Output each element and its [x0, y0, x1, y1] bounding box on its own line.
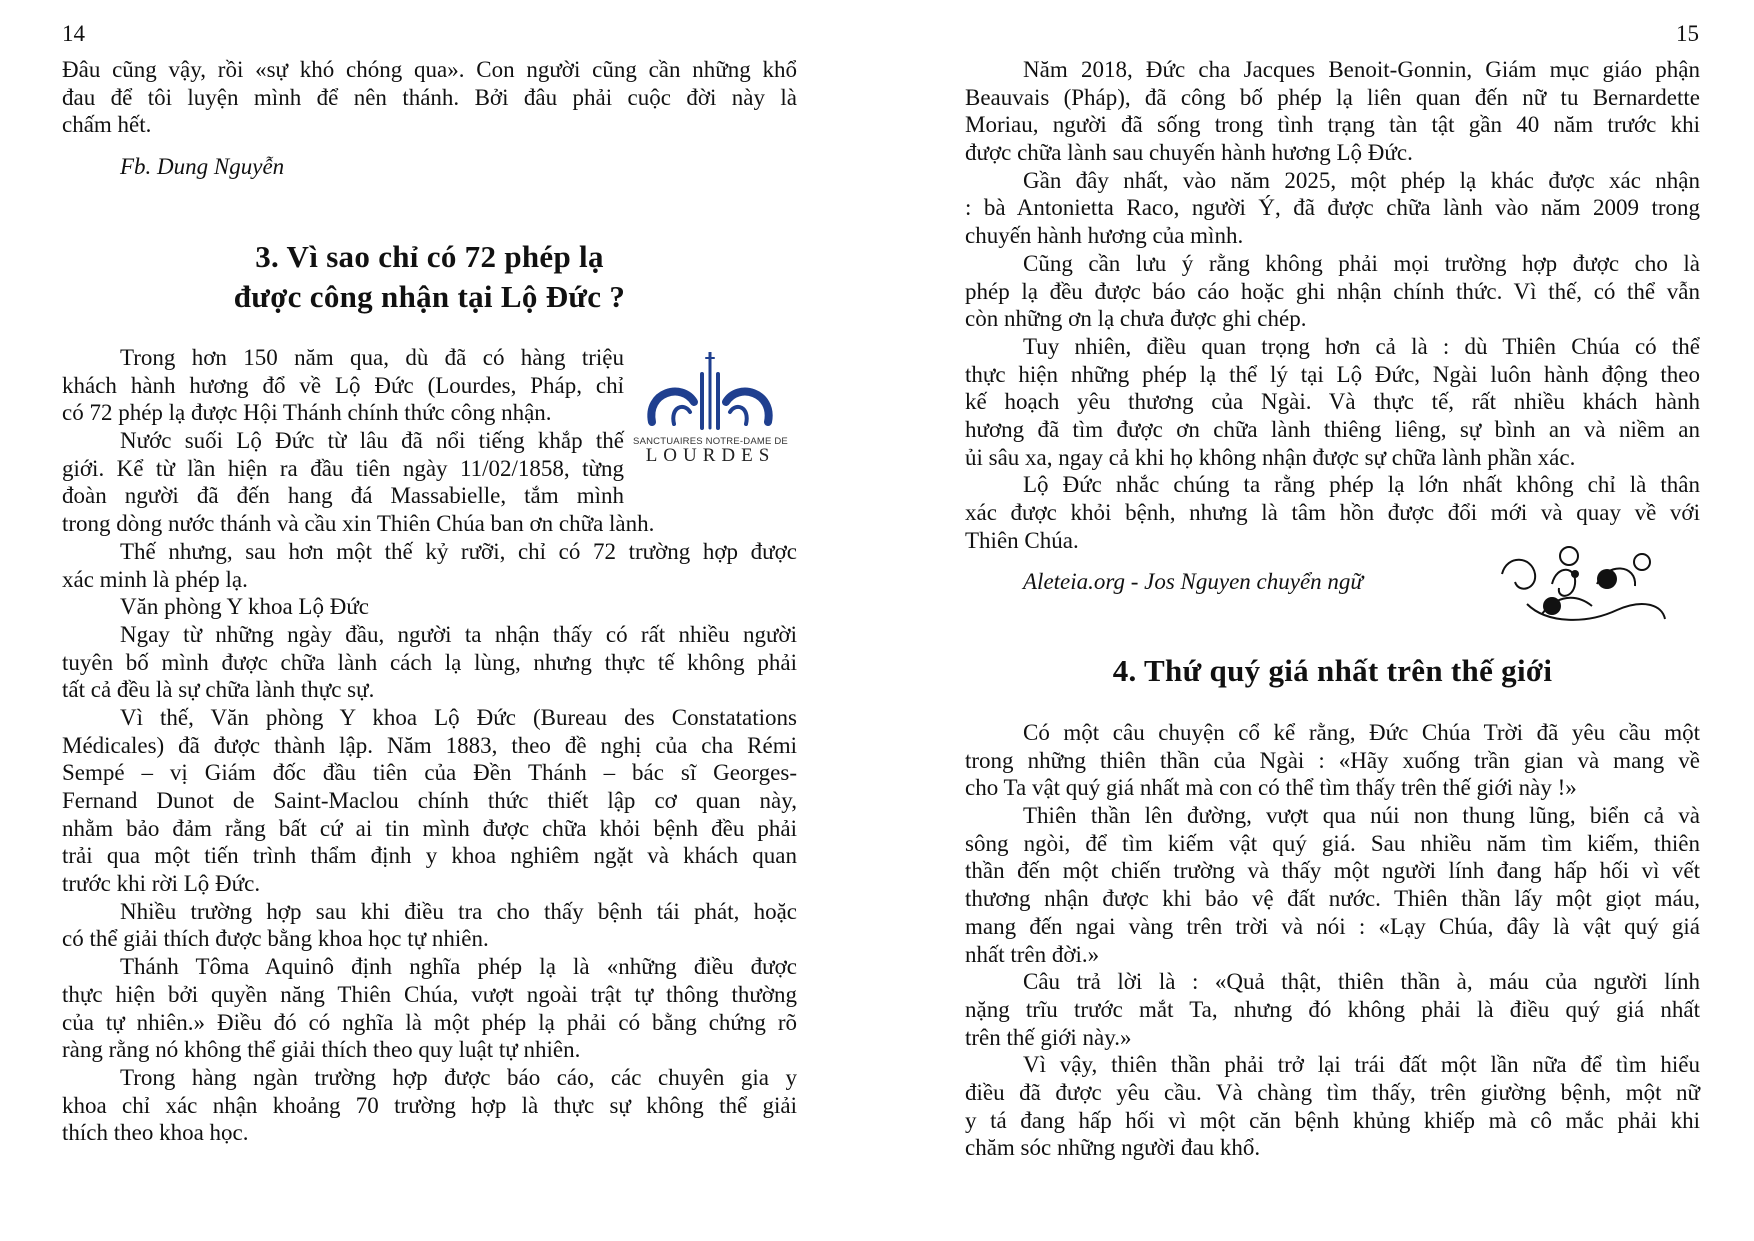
paragraph	[62, 56, 797, 139]
page-number: 15	[1676, 21, 1699, 46]
text-line: Vì thế, Văn phòng Y khoa Lộ Đức (Bureau des Constatations	[120, 704, 797, 730]
paragraph	[62, 898, 797, 953]
text-line: có 72 phép lạ được Hội Thánh chính thức công nhận.	[62, 400, 552, 426]
text-line: sông ngòi, để tìm kiếm vật quý giá. Sau nhiều năm tìm kiếm, thiên	[965, 830, 1700, 856]
text-line: Beauvais (Pháp), đã công bố phép lạ liên quan đến nữ tu Bernardette	[965, 84, 1700, 110]
text-line: Fernand Dunot de Saint-Maclou chính thức thiết lập cơ quan này,	[62, 788, 797, 813]
section-3-body	[62, 344, 797, 1147]
text-line: có thể giải thích được bằng khoa học tự nhiên.	[62, 926, 489, 952]
text-line: trước khi rời Lộ Đức.	[62, 871, 261, 897]
text-line: Vì vậy, thiên thần phải trở lại trái đất một lần nữa để tìm hiểu	[1023, 1052, 1700, 1078]
section-heading-3	[62, 237, 797, 317]
section-4-body	[965, 719, 1700, 1162]
paragraph	[965, 1051, 1700, 1162]
text-line: thương nhận được khi bảo vệ đất nước. Thiên thần lấy một giọt máu,	[965, 886, 1700, 912]
text-line: Sempé – vị Giám đốc đầu tiên của Đền Thánh – bác sĩ Georges-	[62, 760, 797, 786]
text-line: Médicales) đã được thành lập. Năm 1883, theo đề nghị của cha Rémi	[62, 732, 797, 758]
text-line: khách hành hương đổ về Lộ Đức (Lourdes, Pháp, chỉ	[62, 372, 624, 398]
text-line: Thế nhưng, sau hơn một thế kỷ rưỡi, chỉ có 72 trường hợp được	[120, 538, 797, 564]
text-line: Gần đây nhất, vào năm 2025, một phép lạ khác được xác nhận	[1023, 167, 1700, 193]
paragraph	[62, 538, 797, 593]
text-line: Moriau, người đã sống trong tình trạng tàn tật gần 40 năm trước khi	[965, 112, 1700, 138]
text-line: Câu trả lời là : «Quả thật, thiên thần à, máu của người lính	[1023, 969, 1700, 995]
paragraph	[965, 719, 1700, 802]
heading-line: được công nhận tại Lộ Đức ?	[233, 279, 626, 314]
text-line: thần đến một chiến trường và thấy một người lính đang hấp hối vì vết	[965, 858, 1700, 884]
paragraph	[965, 968, 1700, 1051]
text-line: Cũng cần lưu ý rằng không phải mọi trường hợp được cho là	[1023, 250, 1700, 276]
paragraph	[965, 250, 1700, 333]
text-line: Đâu cũng vậy, rồi «sự khó chóng qua». Con người cũng cần những khổ	[62, 57, 797, 82]
text-line: tất cả đều là sự chữa lành thực sự.	[62, 677, 375, 703]
text-line: Thánh Tôma Aquinô định nghĩa phép lạ là «những điều được	[120, 954, 797, 980]
text-line: thực hiện bởi quyền năng Thiên Chúa, vượt ngoài trật tự thông thường	[62, 981, 797, 1007]
text-line: tuyên bố mình được chữa lành cách lạ lùng, nhưng thực tế không phải	[62, 649, 797, 675]
text-line: Lộ Đức nhắc chúng ta rằng phép lạ lớn nhất không chỉ là thân	[1023, 472, 1700, 498]
paragraph	[965, 333, 1700, 471]
text-line: trên thế giới này.»	[965, 1024, 1132, 1050]
text-line: trong những thiên thần của Ngài : «Hãy xuống trần gian và mang về	[965, 747, 1700, 773]
logo-title: LOURDES	[645, 445, 776, 466]
text-line: hương đã tìm được ơn chữa lành thiêng liêng, sự bình an và niềm an	[965, 416, 1700, 442]
text-line: thực hiện những phép lạ thể lý tại Lộ Đức, Ngài luôn hành động theo	[965, 361, 1700, 387]
text-line: chấm hết.	[62, 112, 152, 138]
text-line: Nước suối Lộ Đức từ lâu đã nổi tiếng khắp thế	[120, 428, 624, 454]
text-line: : bà Antonietta Raco, người Ý, đã được chữa lành vào năm 2009 trong	[965, 195, 1700, 221]
text-line: Có một câu chuyện cổ kể rằng, Đức Chúa Trời đã yêu cầu một	[1023, 720, 1700, 745]
attribution: Aleteia.org - Jos Nguyen chuyển ngữ	[1023, 569, 1363, 594]
text-line: điều đã được yêu cầu. Và chàng tìm thấy, trên giường bệnh, một nữ	[965, 1079, 1700, 1105]
text-line: ràng rằng nó không thể giải thích theo quy luật tự nhiên.	[62, 1037, 581, 1063]
paragraph	[62, 1064, 797, 1147]
page-number: 14	[62, 21, 85, 46]
text-line: Văn phòng Y khoa Lộ Đức	[120, 594, 370, 620]
text-line: đau để tôi luyện mình để nên thánh. Bởi đâu phải cuộc đời này là	[62, 84, 797, 110]
text-line: được chữa lành sau chuyến hành hương Lộ Đức.	[965, 140, 1413, 166]
text-line: chuyến hành hương của mình.	[965, 223, 1244, 249]
text-line: kế hoạch yêu thương của Ngài. Và thực tế, rất nhiều khách hành	[965, 389, 1700, 415]
paragraph	[62, 621, 797, 704]
text-line: giới. Kể từ lần hiện ra đầu tiên ngày 11/02/1858, từng	[62, 455, 624, 481]
text-line: mang đến ngai vàng trên trời và nói : «Lạy Chúa, đây là vật quý giá	[965, 913, 1700, 939]
text-line: xác được khỏi bệnh, nhưng là tâm hồn được đổi mới và quay về với	[965, 500, 1700, 525]
paragraph	[965, 802, 1700, 968]
text-line: trải qua một tiến trình thẩm định y khoa nghiêm ngặt và khách quan	[62, 843, 797, 869]
section-heading-4: 4. Thứ quý giá nhất trên thế giới	[1112, 653, 1553, 688]
text-line: phép lạ đều được báo cáo hoặc ghi nhận chính thức. Vì thế, có thể vẫn	[965, 278, 1700, 304]
logo-subtitle: SANCTUAIRES NOTRE-DAME DE	[633, 436, 788, 447]
text-line: nhất trên đời.»	[965, 941, 1100, 967]
text-line: chăm sóc những người đau khổ.	[965, 1135, 1261, 1161]
paragraph	[965, 471, 1700, 554]
continuation-text	[62, 56, 797, 139]
section-3-continued	[965, 56, 1700, 554]
paragraph	[62, 704, 797, 898]
floral-ornament-icon	[1497, 544, 1669, 626]
text-line: Thiên thần lên đường, vượt qua núi non thung lũng, biển cả và	[1023, 803, 1700, 829]
text-line: y tá đang hấp hối vì một căn bệnh khủng khiếp mà cô mắc phải khi	[965, 1107, 1700, 1133]
text-line: còn những ơn lạ chưa được ghi chép.	[965, 306, 1307, 332]
text-line: ủi sâu xa, ngay cả khi họ không nhận được sự chữa lành phần xác.	[965, 444, 1576, 470]
text-line: xác minh là phép lạ.	[62, 566, 248, 592]
text-line: của tự nhiên.» Điều đó có nghĩa là một phép lạ phải có bằng chứng rõ	[62, 1009, 797, 1035]
text-line: đoàn người đã đến hang đá Massabielle, tắm mình	[62, 483, 624, 509]
text-line: trong dòng nước thánh và cầu xin Thiên Chúa ban ơn chữa lành.	[62, 511, 655, 537]
sanctuary-emblem-icon	[642, 352, 779, 434]
text-line: Tuy nhiên, điều quan trọng hơn cả là : dù Thiên Chúa có thể	[1023, 333, 1700, 359]
paragraph	[62, 593, 797, 621]
text-line: Thiên Chúa.	[965, 527, 1079, 553]
heading-line: 3. Vì sao chỉ có 72 phép lạ	[255, 239, 604, 274]
text-line: nặng trĩu trước mắt Ta, nhưng đó không phải là điều quý giá nhất	[965, 996, 1700, 1022]
paragraph	[62, 953, 797, 1064]
text-line: Trong hàng ngàn trường hợp được báo cáo, các chuyên gia y	[120, 1064, 797, 1090]
signature: Fb. Dung Nguyễn	[120, 154, 285, 179]
text-line: nhằm bảo đảm rằng bất cứ ai tin mình được chữa khỏi bệnh đều phải	[62, 815, 797, 841]
text-line: Năm 2018, Đức cha Jacques Benoit-Gonnin, Giám mục giáo phận	[1023, 57, 1700, 82]
text-line: khoa chỉ xác nhận khoảng 70 trường hợp là thực sự không thể giải	[62, 1092, 797, 1118]
text-line: thích theo khoa học.	[62, 1120, 249, 1146]
lourdes-logo	[624, 344, 797, 510]
text-line: Ngay từ những ngày đầu, người ta nhận thấy có rất nhiều người	[120, 621, 797, 647]
text-line: Trong hơn 150 năm qua, dù đã có hàng triệu	[120, 345, 624, 370]
paragraph	[965, 56, 1700, 167]
text-line: Nhiều trường hợp sau khi điều tra cho thấy bệnh tái phát, hoặc	[120, 898, 797, 924]
text-line: cho Ta vật quý giá nhất mà con có thể tìm thấy trên thế giới này !»	[965, 775, 1577, 801]
paragraph	[965, 167, 1700, 250]
